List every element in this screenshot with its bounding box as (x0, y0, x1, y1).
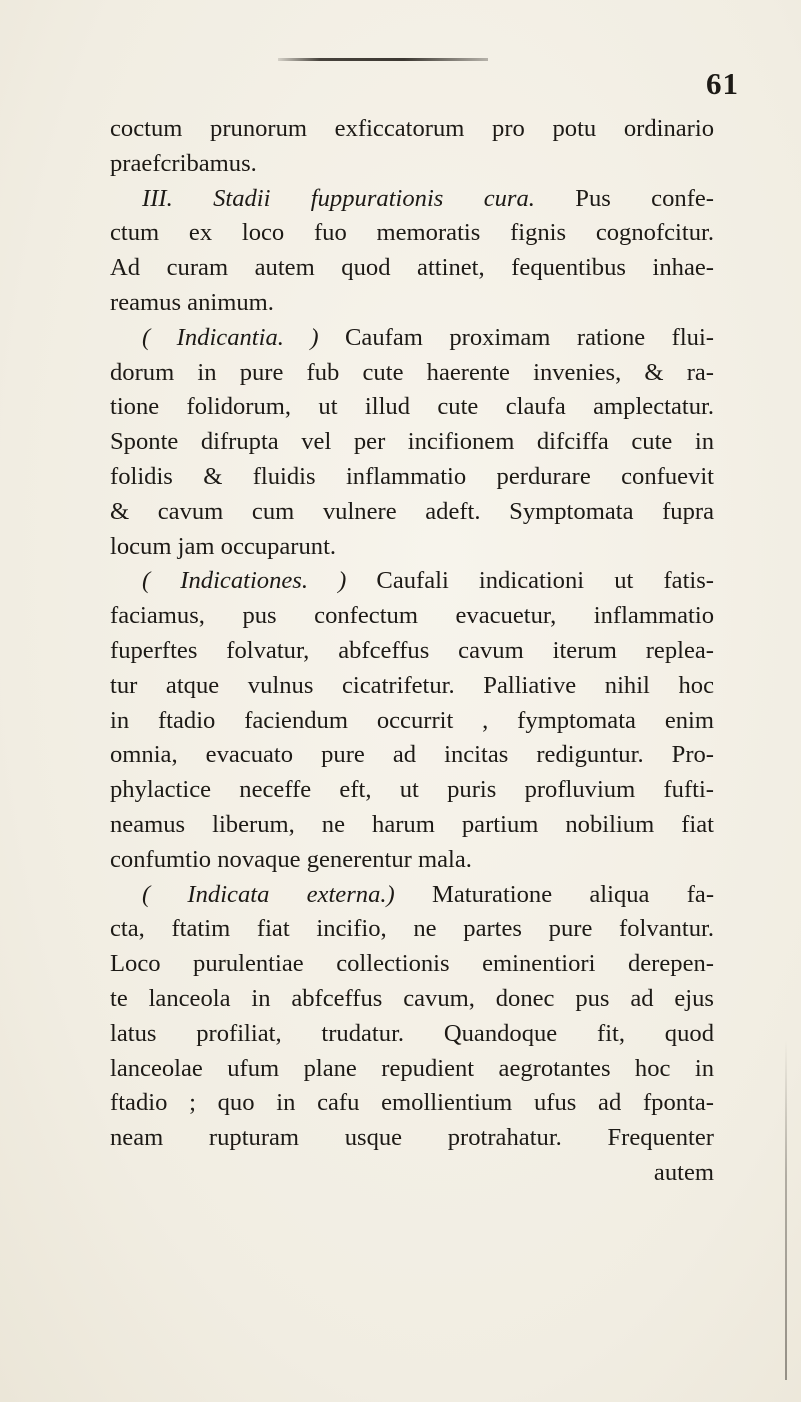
paragraph-3 (110, 321, 714, 565)
text-line: reamus animum. (110, 288, 274, 316)
text-line (110, 564, 714, 599)
text-line: faciamus, pus confectum evacuetur, inflammatio (110, 602, 714, 630)
paragraph-4 (110, 564, 714, 877)
header-rule (278, 58, 488, 61)
page-number: 61 (706, 66, 739, 101)
section-heading: ( Indicata externa.) (142, 880, 395, 908)
text-line: & cavum cum vulnere adeft. Symptomata fupra (110, 497, 714, 525)
text-line: neamus liberum, ne harum partium nobilium fiat (110, 810, 714, 838)
section-heading: ( Indicantia. ) (142, 323, 319, 351)
text-line: Sponte difrupta vel per incifionem difciffa cute in (110, 428, 714, 456)
section-heading: III. Stadii fuppurationis cura. (142, 184, 535, 212)
text-line: Ad curam autem quod attinet, fequentibus inhae- (110, 254, 714, 282)
text-fragment: Caufam proximam ratione flui- (318, 323, 714, 351)
text-line: folidis & fluidis inflammatio perdurare confuevit (110, 462, 714, 490)
text-line: te lanceola in abfceffus cavum, donec pus ad ejus (110, 984, 714, 1012)
text-fragment: Pus confe- (534, 184, 714, 212)
paragraph-2 (110, 182, 714, 321)
text-line: locum jam occuparunt. (110, 532, 337, 560)
text-line (110, 182, 714, 217)
text-line (110, 878, 714, 913)
text-line: fuperftes folvatur, abfceffus cavum iterum replea- (110, 636, 714, 664)
text-line: phylactice neceffe eft, ut puris profluvium fufti- (110, 776, 714, 804)
page-edge-shadow (785, 1040, 787, 1380)
text-fragment: Caufali indicationi ut fatis- (346, 567, 714, 595)
text-line: in ftadio faciendum occurrit , fymptomata enim (110, 706, 714, 734)
text-line (110, 321, 714, 356)
text-line: coctum prunorum exficcatorum pro potu ordinario (110, 115, 714, 142)
paragraph-5 (110, 878, 714, 1156)
text-line: Loco purulentiae collectionis eminentiori derepen- (110, 950, 714, 978)
text-fragment: Maturatione aliqua fa- (394, 880, 715, 908)
section-heading: ( Indicationes. ) (142, 567, 347, 595)
text-line: confumtio novaque generentur mala. (110, 845, 472, 873)
text-line: dorum in pure fub cute haerente invenies, & ra- (110, 358, 714, 386)
catchword: autem (653, 1158, 714, 1186)
text-line: latus profiliat, trudatur. Quandoque fit, quod (110, 1019, 714, 1047)
text-line: praefcribamus. (110, 149, 257, 177)
paragraph-1 (110, 112, 714, 182)
text-line: ctum ex loco fuo memoratis fignis cognofcitur. (110, 219, 714, 247)
text-line: omnia, evacuato pure ad incitas rediguntur. Pro- (110, 741, 714, 769)
text-line: neam rupturam usque protrahatur. Frequenter (110, 1124, 714, 1152)
text-line: lanceolae ufum plane repudient aegrotantes hoc in (110, 1054, 714, 1082)
text-line: cta, ftatim fiat incifio, ne partes pure folvantur. (110, 915, 714, 943)
text-line: tione folidorum, ut illud cute claufa amplectatur. (110, 393, 714, 421)
body-text (110, 112, 714, 1191)
text-line: ftadio ; quo in cafu emollientium ufus ad fponta- (110, 1089, 714, 1117)
text-line: tur atque vulnus cicatrifetur. Palliative nihil hoc (110, 671, 714, 699)
